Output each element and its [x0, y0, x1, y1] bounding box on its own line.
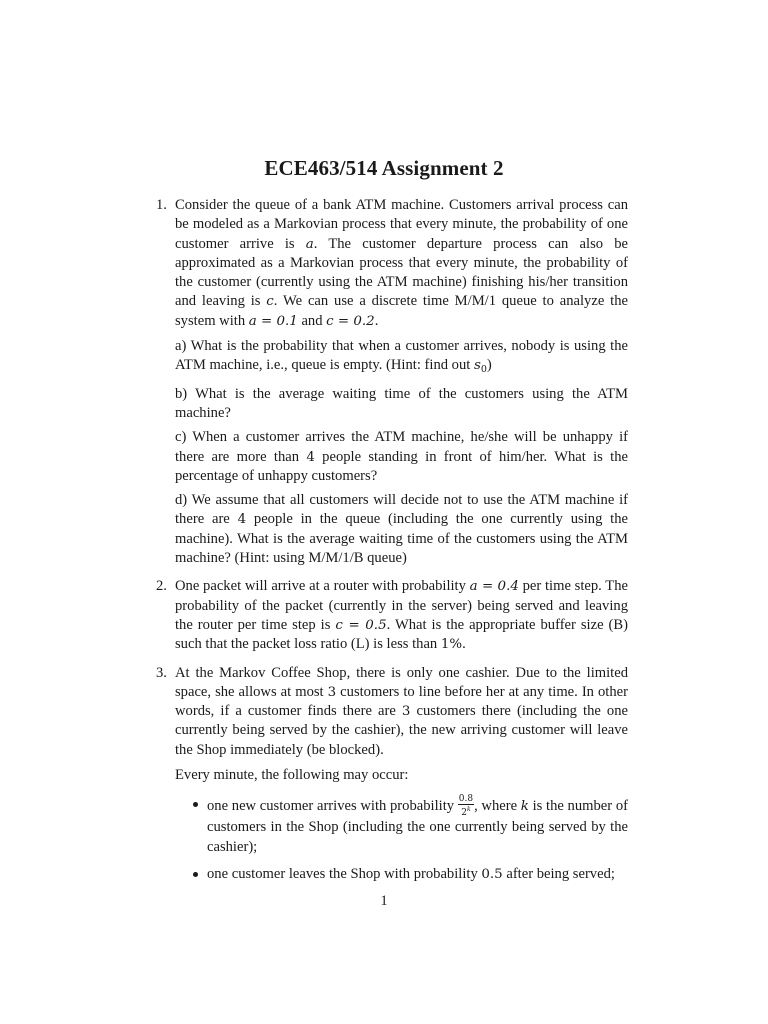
question-1-part-d: [175, 491, 628, 568]
text: , where: [474, 798, 521, 815]
math-eq: c = 0.2: [326, 313, 375, 329]
question-2-text: [175, 577, 628, 654]
text: people standing in front of him/her. What is the percentage of unhappy customers?: [175, 448, 629, 484]
text: one customer leaves the Shop with probability: [207, 865, 482, 882]
text: One packet will arrive at a router with probability: [175, 578, 470, 595]
math-percent: 1%: [440, 637, 463, 653]
text: people in the queue (including the one currently using the machine). What is the average waiting time of the customers using the ATM machine? (Hint: using M/M/1/B queue): [175, 511, 628, 567]
text: one new customer arrives with probability: [207, 798, 458, 815]
math-var: c: [266, 294, 274, 310]
question-number: 3.: [156, 664, 167, 681]
math-num: 3: [327, 684, 337, 700]
question-1: [154, 196, 628, 568]
math-subscript: 0: [480, 364, 487, 376]
assignment-title: ECE463/514 Assignment 2: [264, 156, 504, 180]
text: and: [297, 312, 327, 329]
text: a) What is the probability that when a customer arrives, nobody is using the ATM machine, i.e., queue is empty. (Hint: find out: [175, 338, 628, 374]
text: At the Markov Coffee Shop, there is only one cashier. Due to the limited space, she allows at most: [175, 664, 628, 700]
list-item: [207, 795, 628, 857]
text: .: [462, 636, 466, 653]
question-number: 2.: [156, 578, 167, 595]
question-1-part-a: [175, 337, 628, 380]
question-3: [154, 664, 628, 885]
question-1-part-b: b) What is the average waiting time of the customers using the ATM machine?: [175, 385, 628, 421]
text: Consider the queue of a bank ATM machine. Customers arrival process can be modeled as a Markovian process that every minute, the probability of one customer arrive is: [175, 197, 628, 252]
text: customers there (including the one currently being served by the cashier), the new arriving customer will leave the Shop immediately (be blocked).: [175, 703, 629, 758]
text: c) When a customer arrives the ATM machine, he/she will be unhappy if there are more than: [175, 429, 628, 465]
math-eq: a = 0.1: [248, 313, 298, 329]
math-eq: a = 0.4: [469, 579, 519, 595]
text: . What is the appropriate buffer size (B) such that the packet loss ratio (L) is less than: [175, 616, 628, 653]
question-3-text: [175, 664, 628, 760]
text: after being served;: [502, 865, 615, 882]
question-2: [154, 577, 628, 654]
question-1-part-c: [175, 428, 628, 486]
bullet-icon: [193, 872, 198, 877]
math-fraction: [458, 795, 474, 818]
question-3-bullet-list: [175, 795, 628, 884]
text: customers to line before her at any time. In other words, if a customer finds there are: [175, 683, 628, 720]
text: . The customer departure process can also be approximated as a Markovian process that every minute, the probability of the customer (currently using the ATM machine) finishing his/her transition and leaving is: [175, 235, 628, 310]
math-var: s: [473, 358, 481, 374]
bullet-icon: [193, 802, 198, 807]
text: is the number of customers in the Shop (including the one currently being served by the cashier);: [207, 798, 628, 855]
fraction-denominator: [458, 805, 474, 818]
question-3-every-minute: Every minute, the following may occur:: [175, 767, 409, 784]
text: per time step. The probability of the packet (currently in the server) being served and leaving the router per time step is: [175, 578, 628, 633]
math-var: k: [520, 799, 529, 815]
text: . We can use a discrete time M/M/1 queue to analyze the system with: [175, 293, 628, 329]
exponent: k: [466, 806, 471, 814]
math-eq: c = 0.5: [335, 617, 387, 633]
text: ): [486, 357, 492, 374]
math-num: 4: [306, 449, 315, 465]
question-number: 1.: [156, 197, 167, 213]
text: d) We assume that all customers will decide not to use the ATM machine if there are: [175, 492, 628, 528]
page-number: 1: [380, 893, 388, 909]
math-num: 3: [401, 704, 411, 720]
math-num: 0.5: [481, 866, 503, 882]
fraction-numerator: 0.8: [458, 794, 474, 805]
text: .: [374, 312, 379, 329]
text: 2: [461, 808, 467, 819]
assignment-body: [154, 196, 628, 893]
math-num: 4: [237, 512, 247, 528]
math-var: a: [305, 236, 314, 252]
list-item: [207, 865, 628, 884]
question-1-intro: [175, 196, 628, 331]
